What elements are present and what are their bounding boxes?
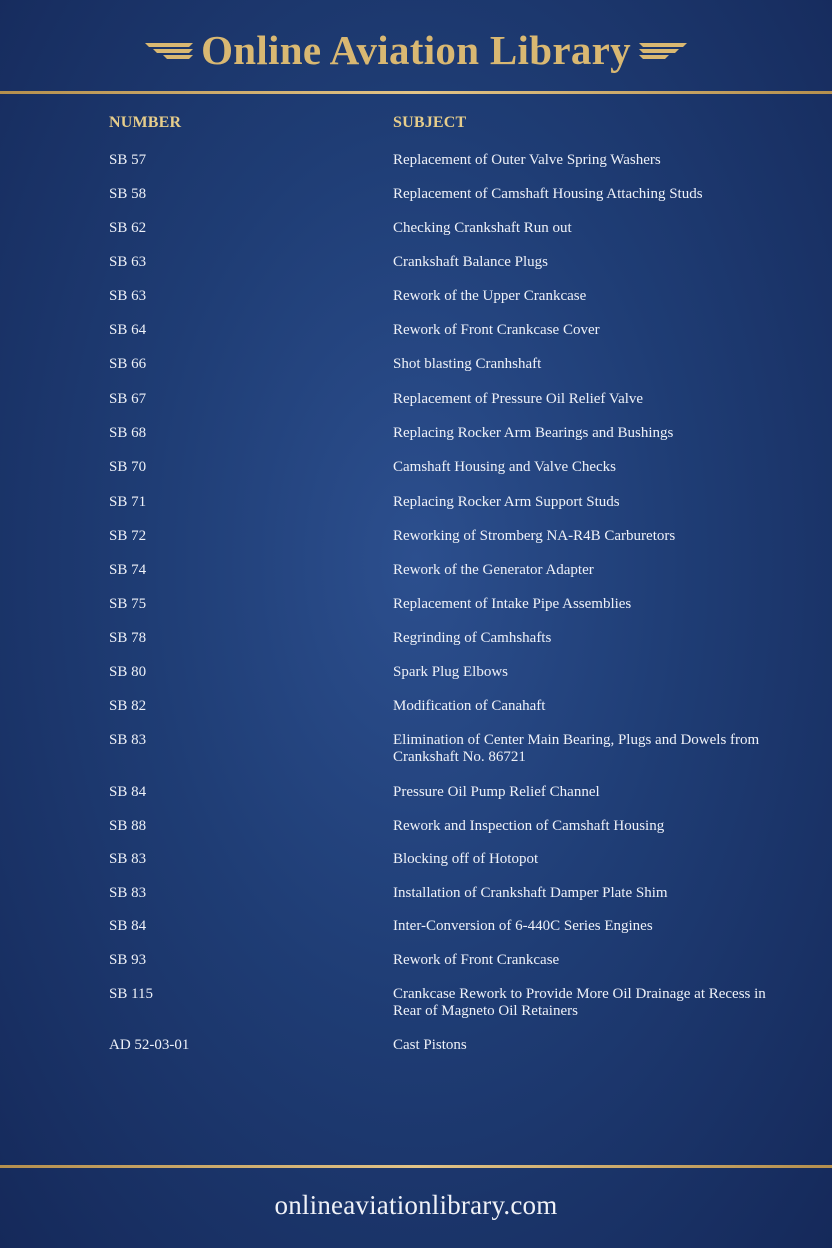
row-subject: Modification of Canahaft <box>393 698 546 714</box>
row-subject: Replacement of Intake Pipe Assemblies <box>393 596 632 612</box>
row-number: SB 93 <box>109 952 147 968</box>
row-number: SB 63 <box>109 254 147 270</box>
row-subject: Blocking off of Hotopot <box>393 851 539 867</box>
row-number: AD 52-03-01 <box>109 1037 190 1053</box>
row-subject: Rework of Front Crankcase Cover <box>393 322 600 338</box>
row-number: SB 68 <box>109 425 147 441</box>
row-number: SB 62 <box>109 220 147 236</box>
page-title: Online Aviation Library <box>201 27 631 73</box>
row-subject: Cast Pistons <box>393 1037 467 1053</box>
row-subject: Crankcase Rework to Provide More Oil Drainage at Recess in Rear of Magneto Oil Retainers <box>393 986 766 1019</box>
row-number: SB 74 <box>109 562 147 578</box>
row-number: SB 84 <box>109 918 147 934</box>
row-subject: Rework and Inspection of Camshaft Housing <box>393 818 665 834</box>
row-number: SB 71 <box>109 494 147 510</box>
footer-url: onlineaviationlibrary.com <box>274 1190 558 1220</box>
row-subject: Rework of Front Crankcase <box>393 952 560 968</box>
column-header-number: NUMBER <box>109 114 182 131</box>
row-number: SB 64 <box>109 322 147 338</box>
row-subject: Spark Plug Elbows <box>393 664 509 680</box>
title-block <box>0 22 832 78</box>
row-number: SB 83 <box>109 885 147 901</box>
wings-icon <box>143 38 195 62</box>
row-subject: Rework of the Generator Adapter <box>393 562 594 578</box>
row-number: SB 88 <box>109 818 147 834</box>
row-subject: Regrinding of Camhshafts <box>393 630 552 646</box>
row-number: SB 58 <box>109 186 147 202</box>
row-subject: Replacement of Pressure Oil Relief Valve <box>393 391 644 407</box>
row-subject: Shot blasting Cranhshaft <box>393 356 542 372</box>
row-number: SB 78 <box>109 630 147 646</box>
header-divider <box>0 91 832 94</box>
row-subject: Replacing Rocker Arm Bearings and Bushings <box>393 425 674 441</box>
row-subject: Reworking of Stromberg NA-R4B Carburetors <box>393 528 676 544</box>
row-subject: Replacement of Camshaft Housing Attaching Studs <box>393 186 703 202</box>
row-subject: Crankshaft Balance Plugs <box>393 254 548 270</box>
footer-divider <box>0 1165 832 1168</box>
row-number: SB 66 <box>109 356 147 372</box>
row-subject: Replacing Rocker Arm Support Studs <box>393 494 620 510</box>
row-number: SB 57 <box>109 152 147 168</box>
row-number: SB 63 <box>109 288 147 304</box>
row-number: SB 67 <box>109 391 147 407</box>
page-header <box>0 0 832 92</box>
row-subject: Pressure Oil Pump Relief Channel <box>393 784 600 800</box>
row-number: SB 83 <box>109 732 147 748</box>
row-subject: Elimination of Center Main Bearing, Plugs and Dowels from Crankshaft No. 86721 <box>393 732 760 765</box>
row-subject: Replacement of Outer Valve Spring Washers <box>393 152 661 168</box>
column-header-subject: SUBJECT <box>393 114 467 131</box>
row-number: SB 80 <box>109 664 147 680</box>
row-number: SB 70 <box>109 459 147 475</box>
row-number: SB 72 <box>109 528 147 544</box>
row-number: SB 83 <box>109 851 147 867</box>
row-subject: Checking Crankshaft Run out <box>393 220 572 236</box>
row-number: SB 115 <box>109 986 154 1002</box>
row-number: SB 84 <box>109 784 147 800</box>
row-number: SB 75 <box>109 596 147 612</box>
row-subject: Inter-Conversion of 6-440C Series Engines <box>393 918 653 934</box>
row-number: SB 82 <box>109 698 147 714</box>
row-subject: Rework of the Upper Crankcase <box>393 288 587 304</box>
wings-icon <box>637 38 689 62</box>
row-subject: Camshaft Housing and Valve Checks <box>393 459 617 475</box>
row-subject: Installation of Crankshaft Damper Plate Shim <box>393 885 668 901</box>
